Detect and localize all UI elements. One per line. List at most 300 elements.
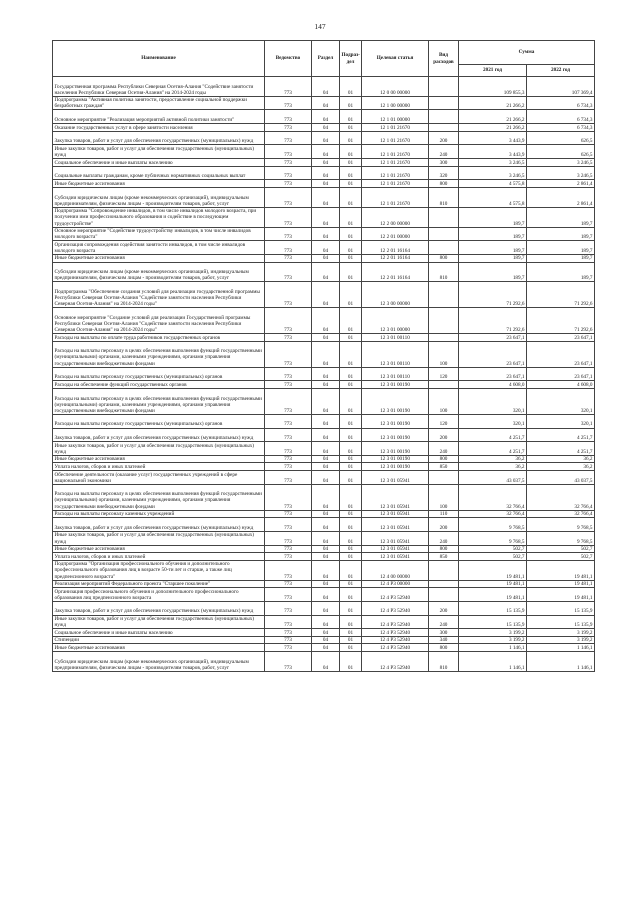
cell-target-article: 12 4 P3 52940 [362,588,429,602]
cell-razdel: 04 [312,282,340,308]
cell-expense-type [429,110,459,124]
cell-podrazdel: 01 [340,629,362,637]
cell-name: Закупка товаров, работ и услуг для обеспечения государственных (муниципальных) нужд [53,601,265,615]
cell-name: Иные бюджетные ассигнования [53,180,265,188]
cell-sum-2021: 320,1 [459,414,527,428]
table-row [53,159,595,167]
cell-podrazdel: 01 [340,96,362,110]
cell-target-article: 12 4 P3 52940 [362,636,429,644]
cell-razdel: 04 [312,254,340,262]
cell-name: Оказание государственных услуг в сфере занятости населения [53,124,265,132]
cell-sum-2021: 9 768,5 [459,518,527,532]
cell-podrazdel: 01 [340,588,362,602]
header-target-article: Целевая статья [362,41,429,77]
cell-target-article: 12 0 00 00000 [362,77,429,97]
cell-podrazdel: 01 [340,110,362,124]
cell-podrazdel: 01 [340,180,362,188]
cell-razdel: 04 [312,442,340,456]
header-expense-type: Вид расходов [429,41,459,77]
cell-target-article: 12 3 01 00190 [362,428,429,442]
cell-podrazdel: 01 [340,531,362,545]
cell-podrazdel: 01 [340,341,362,367]
cell-razdel: 04 [312,110,340,124]
cell-podrazdel: 01 [340,207,362,227]
cell-expense-type: 240 [429,442,459,456]
cell-sum-2022: 71 292,6 [527,282,595,308]
cell-name: Организация сопровождения содействия занятости инвалидов, в том числе инвалидов молодого возраста [53,241,265,255]
cell-expense-type: 100 [429,484,459,510]
cell-expense-type: 340 [429,636,459,644]
cell-expense-type: 800 [429,180,459,188]
cell-sum-2021: 36,2 [459,463,527,471]
table-row [53,180,595,188]
cell-sum-2021: 189,7 [459,227,527,241]
cell-sum-2021: 23 647,1 [459,334,527,342]
cell-ved: 773 [265,308,312,334]
table-row [53,471,595,485]
cell-name: Расходы на выплаты персоналу в целях обеспечения выполнения функций государственными (муниципальными) органами, казенными учреждениями, органами управления государственными внебюджетными фондами [53,388,265,414]
cell-razdel: 04 [312,180,340,188]
cell-ved: 773 [265,484,312,510]
cell-podrazdel: 01 [340,510,362,518]
table-row [53,531,595,545]
cell-expense-type [429,560,459,580]
cell-podrazdel: 01 [340,308,362,334]
cell-sum-2022: 19 481,1 [527,560,595,580]
cell-razdel: 04 [312,227,340,241]
cell-name: Субсидии юридическим лицам (кроме некоммерческих организаций), индивидуальным предпринимателям, физическим лицам - производителям товаров, работ, услуг [53,652,265,672]
cell-name: Иные закупки товаров, работ и услуг для обеспечения государственных (муниципальных) нужд [53,531,265,545]
cell-razdel: 04 [312,241,340,255]
table-row [53,254,595,262]
cell-target-article: 12 3 01 05941 [362,553,429,561]
cell-name: Подпрограмма "Обеспечение создания условий для реализации государственной программы Республики Северная Осетия-Алания "Содействие занятости населения Республики Северная Осетия-Алания" на 2014-2024 годы" [53,282,265,308]
cell-ved: 773 [265,652,312,672]
cell-expense-type [429,77,459,97]
cell-ved: 773 [265,254,312,262]
table-row [53,428,595,442]
cell-podrazdel: 01 [340,388,362,414]
cell-ved: 773 [265,110,312,124]
cell-target-article: 12 1 01 21670 [362,124,429,132]
cell-target-article: 12 3 01 05941 [362,518,429,532]
cell-name: Закупка товаров, работ и услуг для обеспечения государственных (муниципальных) нужд [53,428,265,442]
cell-sum-2022: 626,5 [527,145,595,159]
cell-podrazdel: 01 [340,381,362,389]
cell-expense-type: 120 [429,414,459,428]
header-year-2021: 2021 год [459,65,527,77]
cell-podrazdel: 01 [340,545,362,553]
table-row [53,166,595,180]
cell-expense-type: 810 [429,262,459,282]
table-row [53,262,595,282]
cell-target-article: 12 3 01 00190 [362,381,429,389]
cell-target-article: 12 3 01 05941 [362,484,429,510]
table-row [53,545,595,553]
cell-razdel: 04 [312,308,340,334]
cell-razdel: 04 [312,588,340,602]
cell-target-article: 12 1 01 21670 [362,180,429,188]
table-row [53,381,595,389]
cell-name: Обеспечение деятельности (оказание услуг) государственных учреждений в сфере национальной экономики [53,471,265,485]
table-row [53,308,595,334]
cell-expense-type: 320 [429,166,459,180]
cell-expense-type: 240 [429,615,459,629]
cell-ved: 773 [265,531,312,545]
cell-target-article: 12 2 01 16164 [362,254,429,262]
cell-sum-2021: 36,2 [459,455,527,463]
cell-ved: 773 [265,414,312,428]
cell-razdel: 04 [312,484,340,510]
cell-razdel: 04 [312,367,340,381]
cell-ved: 773 [265,241,312,255]
cell-razdel: 04 [312,381,340,389]
cell-ved: 773 [265,601,312,615]
cell-ved: 773 [265,428,312,442]
table-row [53,442,595,456]
cell-razdel: 04 [312,159,340,167]
cell-sum-2022: 43 037,5 [527,471,595,485]
cell-razdel: 04 [312,518,340,532]
table-row [53,615,595,629]
cell-target-article: 12 2 01 16164 [362,262,429,282]
header-year-2022: 2022 год [527,65,595,77]
cell-name: Закупка товаров, работ и услуг для обеспечения государственных (муниципальных) нужд [53,131,265,145]
cell-ved: 773 [265,77,312,97]
cell-podrazdel: 01 [340,77,362,97]
cell-razdel: 04 [312,580,340,588]
cell-expense-type: 200 [429,601,459,615]
cell-target-article: 12 3 01 00190 [362,463,429,471]
table-row [53,636,595,644]
cell-expense-type: 800 [429,644,459,652]
cell-expense-type: 300 [429,629,459,637]
cell-ved: 773 [265,341,312,367]
cell-target-article: 12 4 P3 52940 [362,652,429,672]
cell-expense-type: 850 [429,463,459,471]
cell-sum-2021: 3 199,2 [459,636,527,644]
cell-expense-type: 850 [429,553,459,561]
cell-razdel: 04 [312,629,340,637]
cell-ved: 773 [265,518,312,532]
table-row [53,131,595,145]
cell-sum-2022: 189,7 [527,241,595,255]
cell-sum-2022: 15 135,9 [527,601,595,615]
cell-ved: 773 [265,636,312,644]
cell-target-article: 12 1 01 21670 [362,159,429,167]
cell-target-article: 12 4 P3 52940 [362,615,429,629]
cell-podrazdel: 01 [340,145,362,159]
table-row [53,629,595,637]
table-row [53,145,595,159]
cell-razdel: 04 [312,334,340,342]
cell-ved: 773 [265,615,312,629]
cell-target-article: 12 1 00 00000 [362,96,429,110]
cell-expense-type: 200 [429,428,459,442]
cell-sum-2021: 3 199,2 [459,629,527,637]
cell-ved: 773 [265,207,312,227]
cell-ved: 773 [265,471,312,485]
table-row [53,124,595,132]
cell-ved: 773 [265,553,312,561]
cell-sum-2021: 19 481,1 [459,580,527,588]
cell-sum-2022: 3 199,2 [527,636,595,644]
cell-sum-2021: 43 037,5 [459,471,527,485]
cell-sum-2021: 21 266,2 [459,96,527,110]
cell-ved: 773 [265,580,312,588]
cell-expense-type: 800 [429,545,459,553]
cell-target-article: 12 1 01 21670 [362,166,429,180]
cell-podrazdel: 01 [340,159,362,167]
cell-sum-2022: 19 481,1 [527,588,595,602]
cell-ved: 773 [265,463,312,471]
cell-name: Социальное обеспечение и иные выплаты населению [53,159,265,167]
cell-sum-2021: 4 608,0 [459,381,527,389]
cell-target-article: 12 2 01 16164 [362,241,429,255]
cell-name: Социальное обеспечение и иные выплаты населению [53,629,265,637]
table-row [53,188,595,208]
cell-sum-2022: 502,7 [527,553,595,561]
cell-razdel: 04 [312,652,340,672]
cell-expense-type [429,580,459,588]
cell-razdel: 04 [312,388,340,414]
cell-name: Расходы на выплаты персоналу в целях обеспечения выполнения функций государственными (муниципальными) органами, казенными учреждениями, органами управления государственными внебюджетными фондами [53,341,265,367]
cell-ved: 773 [265,124,312,132]
cell-razdel: 04 [312,166,340,180]
cell-sum-2022: 320,1 [527,388,595,414]
table-row [53,341,595,367]
cell-podrazdel: 01 [340,241,362,255]
cell-ved: 773 [265,510,312,518]
cell-razdel: 04 [312,455,340,463]
cell-sum-2021: 23 647,1 [459,341,527,367]
cell-expense-type [429,308,459,334]
cell-sum-2021: 320,1 [459,388,527,414]
cell-expense-type: 240 [429,531,459,545]
cell-target-article: 12 1 01 00000 [362,110,429,124]
cell-expense-type: 810 [429,652,459,672]
table-row [53,414,595,428]
cell-name: Основное мероприятие "Содействие трудоустройству инвалидов, в том числе инвалидов молодого возраста" [53,227,265,241]
cell-sum-2022: 6 734,3 [527,110,595,124]
cell-target-article: 12 3 01 00190 [362,455,429,463]
table-row [53,560,595,580]
cell-podrazdel: 01 [340,227,362,241]
cell-sum-2021: 189,7 [459,254,527,262]
cell-podrazdel: 01 [340,442,362,456]
cell-sum-2021: 189,7 [459,241,527,255]
cell-target-article: 12 4 P3 52940 [362,629,429,637]
cell-podrazdel: 01 [340,615,362,629]
cell-podrazdel: 01 [340,644,362,652]
cell-sum-2022: 9 768,5 [527,531,595,545]
cell-razdel: 04 [312,471,340,485]
cell-podrazdel: 01 [340,463,362,471]
cell-razdel: 04 [312,510,340,518]
cell-podrazdel: 01 [340,124,362,132]
cell-target-article: 12 3 01 05941 [362,545,429,553]
table-row [53,510,595,518]
cell-sum-2021: 1 146,1 [459,644,527,652]
header-podrazdel: Подраз-дел [340,41,362,77]
cell-podrazdel: 01 [340,518,362,532]
cell-sum-2021: 71 292,6 [459,282,527,308]
cell-razdel: 04 [312,414,340,428]
cell-sum-2022: 626,5 [527,131,595,145]
cell-sum-2022: 36,2 [527,463,595,471]
cell-sum-2021: 502,7 [459,545,527,553]
cell-name: Расходы на выплаты персоналу государственных (муниципальных) органов [53,367,265,381]
cell-sum-2022: 2 861,4 [527,188,595,208]
cell-ved: 773 [265,188,312,208]
cell-sum-2021: 4 251,7 [459,442,527,456]
cell-name: Основное мероприятие "Создание условий для реализации Государственной программы Республики Северная Осетия-Алания "Содействие занятости населения Республики Северная Осетия-Алания" на 2014-2024 годы" [53,308,265,334]
cell-razdel: 04 [312,531,340,545]
cell-razdel: 04 [312,560,340,580]
cell-sum-2021: 32 766,4 [459,510,527,518]
cell-podrazdel: 01 [340,455,362,463]
table-body [53,77,595,672]
cell-target-article: 12 3 01 05941 [362,531,429,545]
cell-razdel: 04 [312,644,340,652]
cell-expense-type [429,207,459,227]
cell-ved: 773 [265,131,312,145]
cell-sum-2022: 23 647,1 [527,341,595,367]
cell-sum-2021: 23 647,1 [459,367,527,381]
cell-name: Социальные выплаты гражданам, кроме публичных нормативных социальных выплат [53,166,265,180]
cell-sum-2022: 9 768,5 [527,518,595,532]
cell-sum-2021: 9 768,5 [459,531,527,545]
cell-name: Иные закупки товаров, работ и услуг для обеспечения государственных (муниципальных) нужд [53,442,265,456]
cell-name: Расходы на обеспечение функций государственных органов [53,381,265,389]
header-razdel: Раздел [312,41,340,77]
cell-podrazdel: 01 [340,262,362,282]
cell-sum-2022: 6 734,3 [527,124,595,132]
table-row [53,77,595,97]
cell-ved: 773 [265,644,312,652]
table-row [53,96,595,110]
cell-name: Уплата налогов, сборов и иных платежей [53,463,265,471]
cell-razdel: 04 [312,188,340,208]
cell-name: Субсидии юридическим лицам (кроме некоммерческих организаций), индивидуальным предпринимателям, физическим лицам - производителям товаров, работ, услуг [53,188,265,208]
cell-razdel: 04 [312,341,340,367]
cell-target-article: 12 3 01 05941 [362,471,429,485]
cell-expense-type: 240 [429,145,459,159]
cell-sum-2022: 4 251,7 [527,428,595,442]
cell-target-article: 12 3 01 00190 [362,414,429,428]
cell-target-article: 12 3 01 00110 [362,334,429,342]
cell-ved: 773 [265,227,312,241]
cell-name: Иные бюджетные ассигнования [53,455,265,463]
table-row [53,207,595,227]
cell-ved: 773 [265,159,312,167]
cell-target-article: 12 2 00 00000 [362,207,429,227]
cell-ved: 773 [265,588,312,602]
cell-expense-type: 200 [429,518,459,532]
cell-sum-2021: 19 481,1 [459,560,527,580]
cell-name: Иные бюджетные ассигнования [53,545,265,553]
cell-expense-type: 200 [429,131,459,145]
cell-razdel: 04 [312,262,340,282]
cell-expense-type: 800 [429,254,459,262]
cell-podrazdel: 01 [340,471,362,485]
cell-razdel: 04 [312,601,340,615]
cell-sum-2022: 32 766,4 [527,510,595,518]
table-row [53,644,595,652]
cell-sum-2021: 189,7 [459,207,527,227]
cell-expense-type: 110 [429,510,459,518]
cell-podrazdel: 01 [340,254,362,262]
cell-target-article: 12 2 01 00000 [362,227,429,241]
table-row [53,518,595,532]
table-row [53,580,595,588]
cell-sum-2022: 189,7 [527,254,595,262]
cell-ved: 773 [265,455,312,463]
table-row [53,484,595,510]
cell-expense-type [429,96,459,110]
header-name: Наименование [53,41,265,77]
cell-name: Стипендии [53,636,265,644]
cell-target-article: 12 3 01 00190 [362,388,429,414]
cell-expense-type [429,588,459,602]
cell-sum-2022: 6 734,3 [527,96,595,110]
cell-sum-2022: 32 766,4 [527,484,595,510]
cell-razdel: 04 [312,545,340,553]
cell-ved: 773 [265,367,312,381]
cell-sum-2022: 4 608,0 [527,381,595,389]
cell-sum-2021: 71 292,6 [459,308,527,334]
cell-name: Иные бюджетные ассигнования [53,644,265,652]
table-row [53,367,595,381]
cell-ved: 773 [265,388,312,414]
cell-ved: 773 [265,262,312,282]
cell-sum-2022: 1 146,1 [527,652,595,672]
cell-ved: 773 [265,96,312,110]
cell-podrazdel: 01 [340,334,362,342]
cell-podrazdel: 01 [340,188,362,208]
cell-expense-type [429,334,459,342]
cell-name: Расходы на выплаты персоналу казенных учреждений [53,510,265,518]
cell-target-article: 12 4 00 00000 [362,560,429,580]
cell-podrazdel: 01 [340,166,362,180]
cell-razdel: 04 [312,428,340,442]
cell-name: Реализация мероприятий Федерального проекта "Старшее поколение" [53,580,265,588]
cell-target-article: 12 3 01 00110 [362,341,429,367]
cell-razdel: 04 [312,615,340,629]
cell-target-article: 12 4 P3 52940 [362,601,429,615]
cell-ved: 773 [265,180,312,188]
table-row [53,241,595,255]
cell-sum-2021: 3 443,9 [459,131,527,145]
cell-sum-2022: 320,1 [527,414,595,428]
cell-name: Расходы на выплаты персоналу государственных (муниципальных) органов [53,414,265,428]
cell-sum-2021: 4 575,8 [459,180,527,188]
table-row [53,110,595,124]
cell-sum-2021: 109 855,3 [459,77,527,97]
cell-sum-2022: 15 135,9 [527,615,595,629]
cell-sum-2022: 3 246,5 [527,166,595,180]
cell-expense-type: 800 [429,455,459,463]
cell-sum-2021: 4 251,7 [459,428,527,442]
cell-podrazdel: 01 [340,282,362,308]
table-row [53,601,595,615]
cell-sum-2022: 71 292,6 [527,308,595,334]
cell-name: Иные закупки товаров, работ и услуг для обеспечения государственных (муниципальных) нужд [53,145,265,159]
cell-sum-2022: 23 647,1 [527,367,595,381]
table-row [53,652,595,672]
cell-sum-2021: 3 443,9 [459,145,527,159]
cell-sum-2022: 19 481,1 [527,580,595,588]
